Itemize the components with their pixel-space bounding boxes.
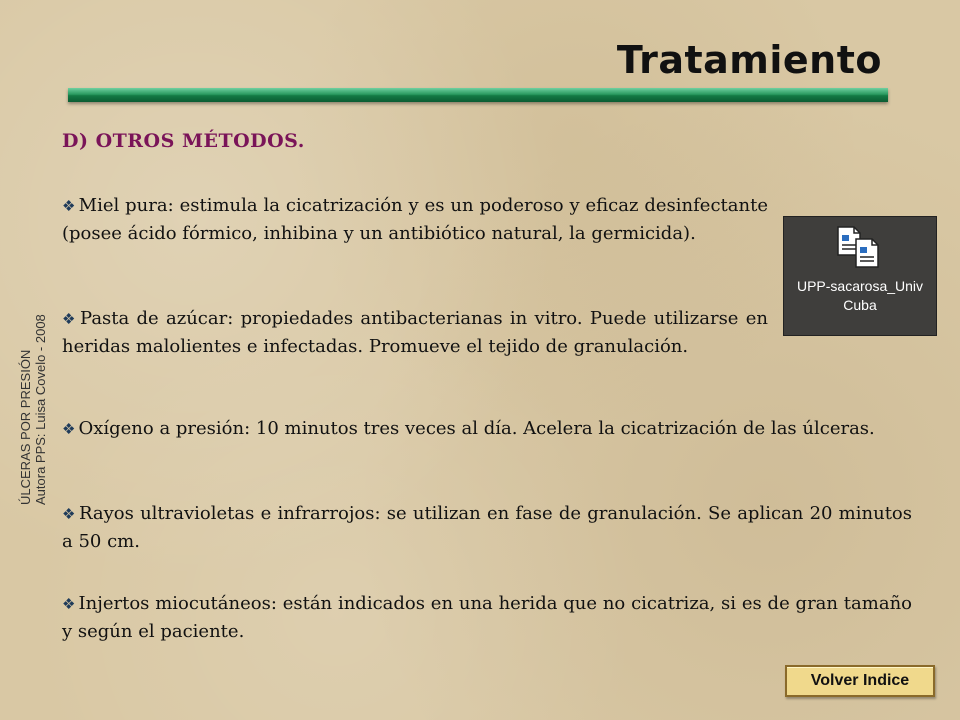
video-file-name: UPP-sacarosa_Univ Cuba (796, 278, 924, 313)
documents-icon (836, 225, 882, 269)
list-item-text: Rayos ultravioletas e infrarrojos: se utilizan en fase de granulación. Se aplican 20 minutos a 50 cm. (62, 503, 912, 552)
diamond-dots-bullet-icon: ❖ (62, 420, 76, 438)
list-item (62, 192, 768, 248)
vertical-caption (18, 0, 48, 505)
diamond-dots-bullet-icon: ❖ (62, 197, 76, 215)
list-item (62, 415, 912, 443)
diamond-dots-bullet-icon: ❖ (62, 310, 78, 328)
list-item-text: Injertos miocutáneos: están indicados en una herida que no cicatriza, si es de gran tamaño y según el paciente. (62, 593, 912, 642)
list-item-text: Pasta de azúcar: propiedades antibacterianas in vitro. Puede utilizarse en heridas malolientes e infectadas. Promueve el tejido de granulación. (62, 308, 768, 357)
list-item (62, 590, 912, 646)
list-item-text: Oxígeno a presión: 10 minutos tres veces al día. Acelera la cicatrización de las úlceras. (78, 418, 875, 439)
diamond-dots-bullet-icon: ❖ (62, 595, 76, 613)
list-item (62, 500, 912, 556)
list-item-text: Miel pura: estimula la cicatrización y es un poderoso y eficaz desinfectante (posee ácido fórmico, inhibina y un antibiótico natural, la germicida). (62, 195, 768, 244)
diamond-dots-bullet-icon: ❖ (62, 505, 76, 523)
vertical-caption-line2: Autora PPS: Luisa Covelo - 2008 (33, 314, 48, 505)
video-file-link[interactable] (783, 216, 937, 336)
section-heading: D) OTROS MÉTODOS. (62, 130, 305, 152)
list-item (62, 305, 768, 361)
title-underline-bar (68, 88, 888, 102)
vertical-caption-line1: ÚLCERAS POR PRESIÓN (18, 349, 33, 505)
back-to-index-button[interactable]: Volver Indice (785, 665, 935, 697)
slide-title: Tratamiento (616, 38, 882, 82)
